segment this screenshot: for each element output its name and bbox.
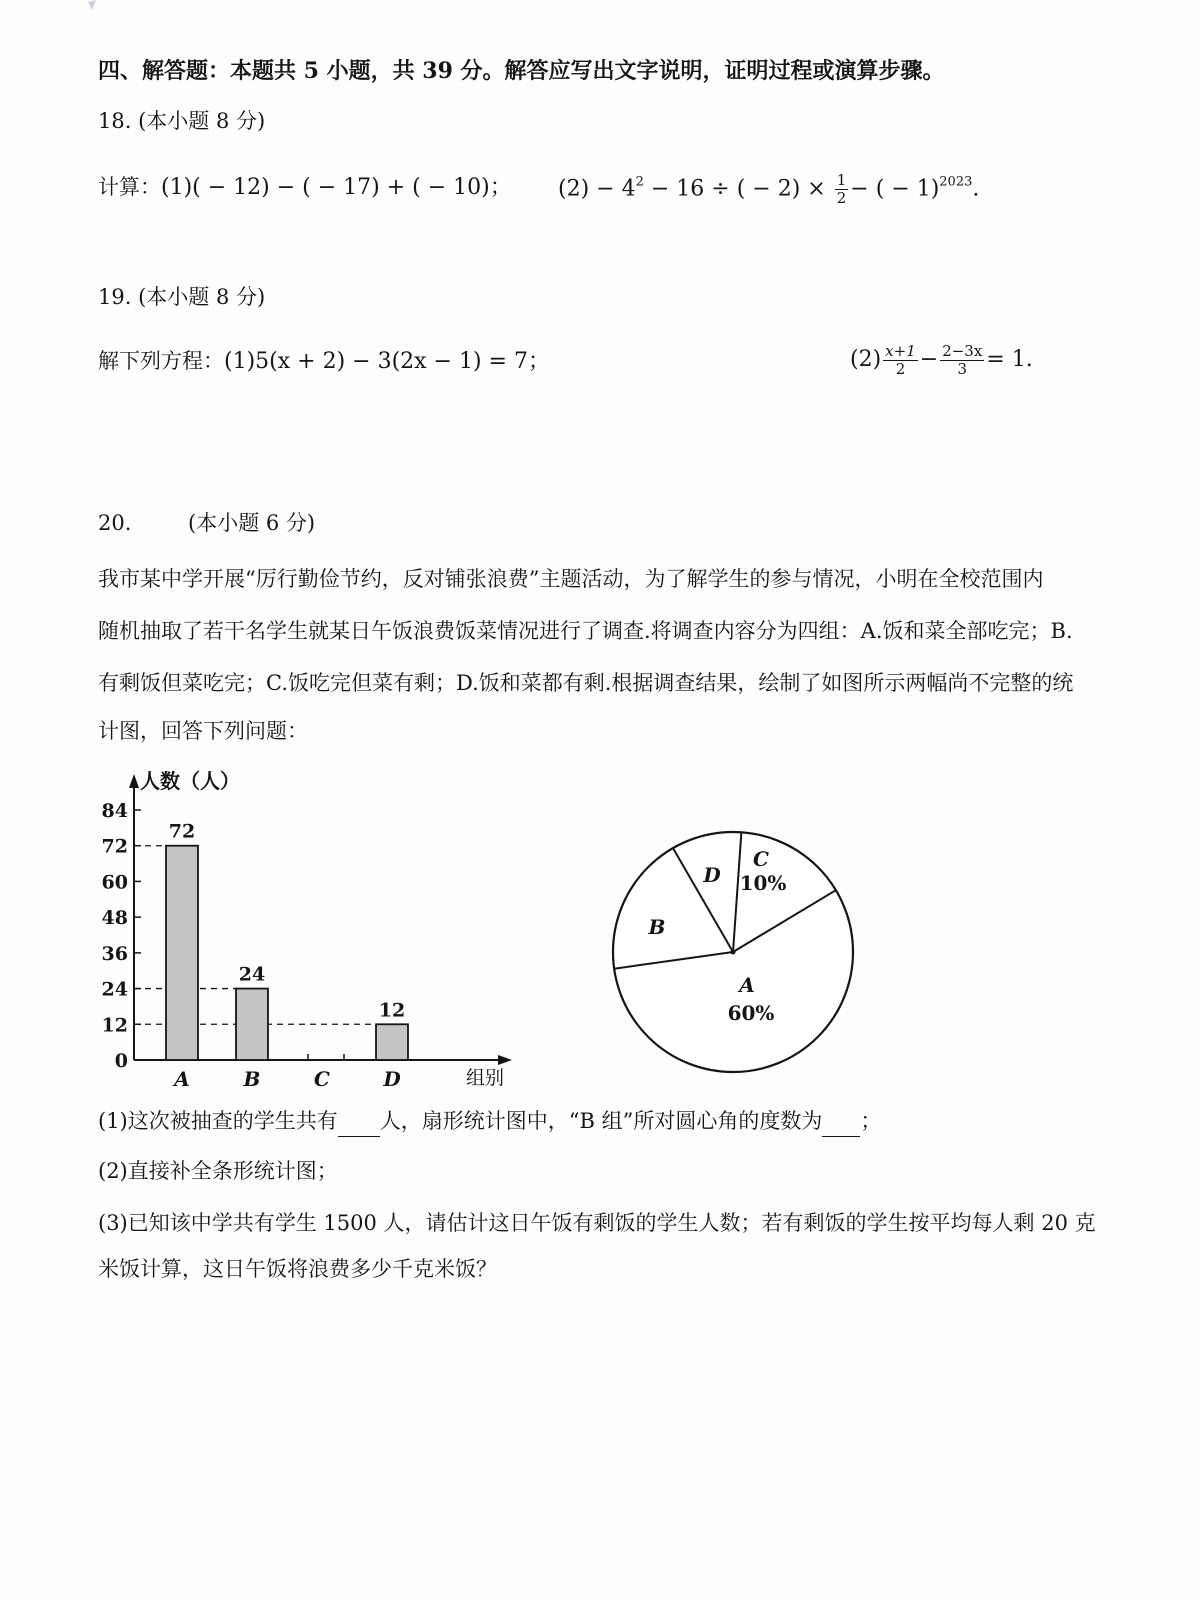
q18-fraction (835, 172, 849, 207)
q19-p2-end: = 1. (986, 347, 1033, 372)
q18-body (98, 172, 512, 203)
q18-p2-b: − 16 ÷ ( − 2) × (643, 176, 833, 202)
bar-value-label: 24 (238, 963, 266, 986)
q18-frac-num: 1 (836, 171, 847, 189)
q19-lead: 解下列方程： (98, 349, 224, 373)
x-axis-title: 组别 (466, 1067, 505, 1089)
y-tick-label: 36 (101, 942, 128, 965)
x-tick-label: D (383, 1067, 401, 1091)
y-tick-label: 48 (101, 907, 128, 930)
bar-value-label: 72 (168, 820, 196, 843)
q19-frac1-den: 2 (895, 359, 906, 378)
q18-frac-den: 2 (836, 189, 847, 207)
q18-p2-c: − ( − 1) (850, 176, 940, 202)
q19-p2-minus: − (919, 347, 939, 372)
y-tick-label: 84 (101, 800, 128, 822)
answer-blank-total[interactable] (338, 1106, 380, 1137)
x-tick-label: A (174, 1067, 190, 1091)
q20-sub2: (2)直接补全条形统计图； (98, 1159, 338, 1183)
pie-chart (605, 820, 865, 1080)
q18-part1: (1)( − 12) − ( − 17) + ( − 10)； (161, 175, 512, 200)
pie-label-B: B (648, 915, 666, 939)
bar-B (236, 989, 268, 1060)
q19-frac2-num: 2−3x (942, 341, 983, 360)
q19-part1: (1)5(x + 2) − 3(2x − 1) = 7； (224, 349, 550, 374)
y-tick-label: 24 (101, 978, 128, 1001)
q20-paragraph-line: 随机抽取了若干名学生就某日午饭浪费饭菜情况进行了调查.将调查内容分为四组：A.饭和菜全部吃完；B. (98, 619, 1073, 643)
x-axis-arrow (498, 1055, 512, 1065)
x-tick-label: C (314, 1067, 330, 1091)
scan-corner-mark (0, 0, 100, 40)
y-tick-label: 72 (101, 835, 128, 858)
y-tick-label: 12 (101, 1014, 128, 1037)
q18-p2-c-exp: 2023 (939, 174, 973, 190)
q20-sub3-line1: (3)已知该中学共有学生 1500 人，请估计这日午饭有剩饭的学生人数；若有剩饭的学生按平均每人剩 20 克 (98, 1211, 1096, 1235)
q19-fraction-2 (940, 343, 984, 378)
q18-p2-end: . (972, 176, 980, 202)
q20-sub1 (98, 1106, 881, 1137)
q20-header: (本小题 6 分) (188, 511, 316, 535)
pie-pct-C: 10% (739, 871, 787, 895)
pie-label-A: A (739, 973, 755, 997)
q19-frac1-num: x+1 (885, 341, 916, 360)
q20-sub1-part-b: 人，扇形统计图中，“B 组”所对圆心角的度数为 (379, 1109, 823, 1133)
q18-lead: 计算： (98, 175, 161, 199)
pie-label-D: D (703, 863, 721, 887)
q18-part2 (558, 172, 979, 207)
q20-paragraph-line: 计图，回答下列问题： (98, 719, 308, 743)
q20-number: 20. (98, 511, 132, 535)
y-axis-arrow (129, 774, 139, 788)
q19-header: 19. (本小题 8 分) (98, 285, 266, 309)
q18-p2-a: (2) − 4 (558, 176, 636, 202)
pie-pct-A: 60% (727, 1001, 775, 1025)
q20-paragraph-line: 有剩饭但菜吃完；C.饭吃完但菜有剩；D.饭和菜都有剩.根据调查结果，绘制了如图所示两幅尚不完整的统 (98, 671, 1074, 695)
y-tick-label: 0 (114, 1050, 128, 1072)
q18-header: 18. (本小题 8 分) (98, 109, 266, 133)
bar-D (376, 1024, 408, 1060)
q19-p2-label: (2) (850, 347, 882, 372)
y-axis-title: 人数（人） (140, 769, 240, 793)
bar-chart (90, 756, 530, 1096)
q19-body (98, 346, 550, 377)
q20-paragraph-line: 我市某中学开展“厉行勤俭节约，反对铺张浪费”主题活动，为了解学生的参与情况，小明在全校范围内 (98, 567, 1044, 591)
pie-label-C: C (753, 847, 769, 871)
section-heading: 四、解答题：本题共 5 小题，共 39 分。解答应写出文字说明，证明过程或演算步骤。 (98, 58, 945, 84)
bar-value-label: 12 (378, 999, 406, 1022)
q19-fraction-1 (883, 343, 918, 378)
q19-frac2-den: 3 (957, 359, 968, 378)
answer-blank-angle[interactable] (822, 1106, 860, 1137)
q20-sub3-line2: 米饭计算，这日午饭将浪费多少千克米饭？ (98, 1257, 497, 1281)
q18-p2-a-exp: 2 (635, 174, 644, 190)
pie-center-dot (731, 950, 736, 955)
q19-part2 (850, 340, 1033, 380)
x-tick-label: B (243, 1067, 261, 1091)
y-tick-label: 60 (101, 871, 128, 894)
q20-sub1-part-c: ； (860, 1109, 882, 1133)
q20-sub1-part-a: (1)这次被抽查的学生共有 (98, 1109, 338, 1133)
bar-A (166, 846, 198, 1060)
